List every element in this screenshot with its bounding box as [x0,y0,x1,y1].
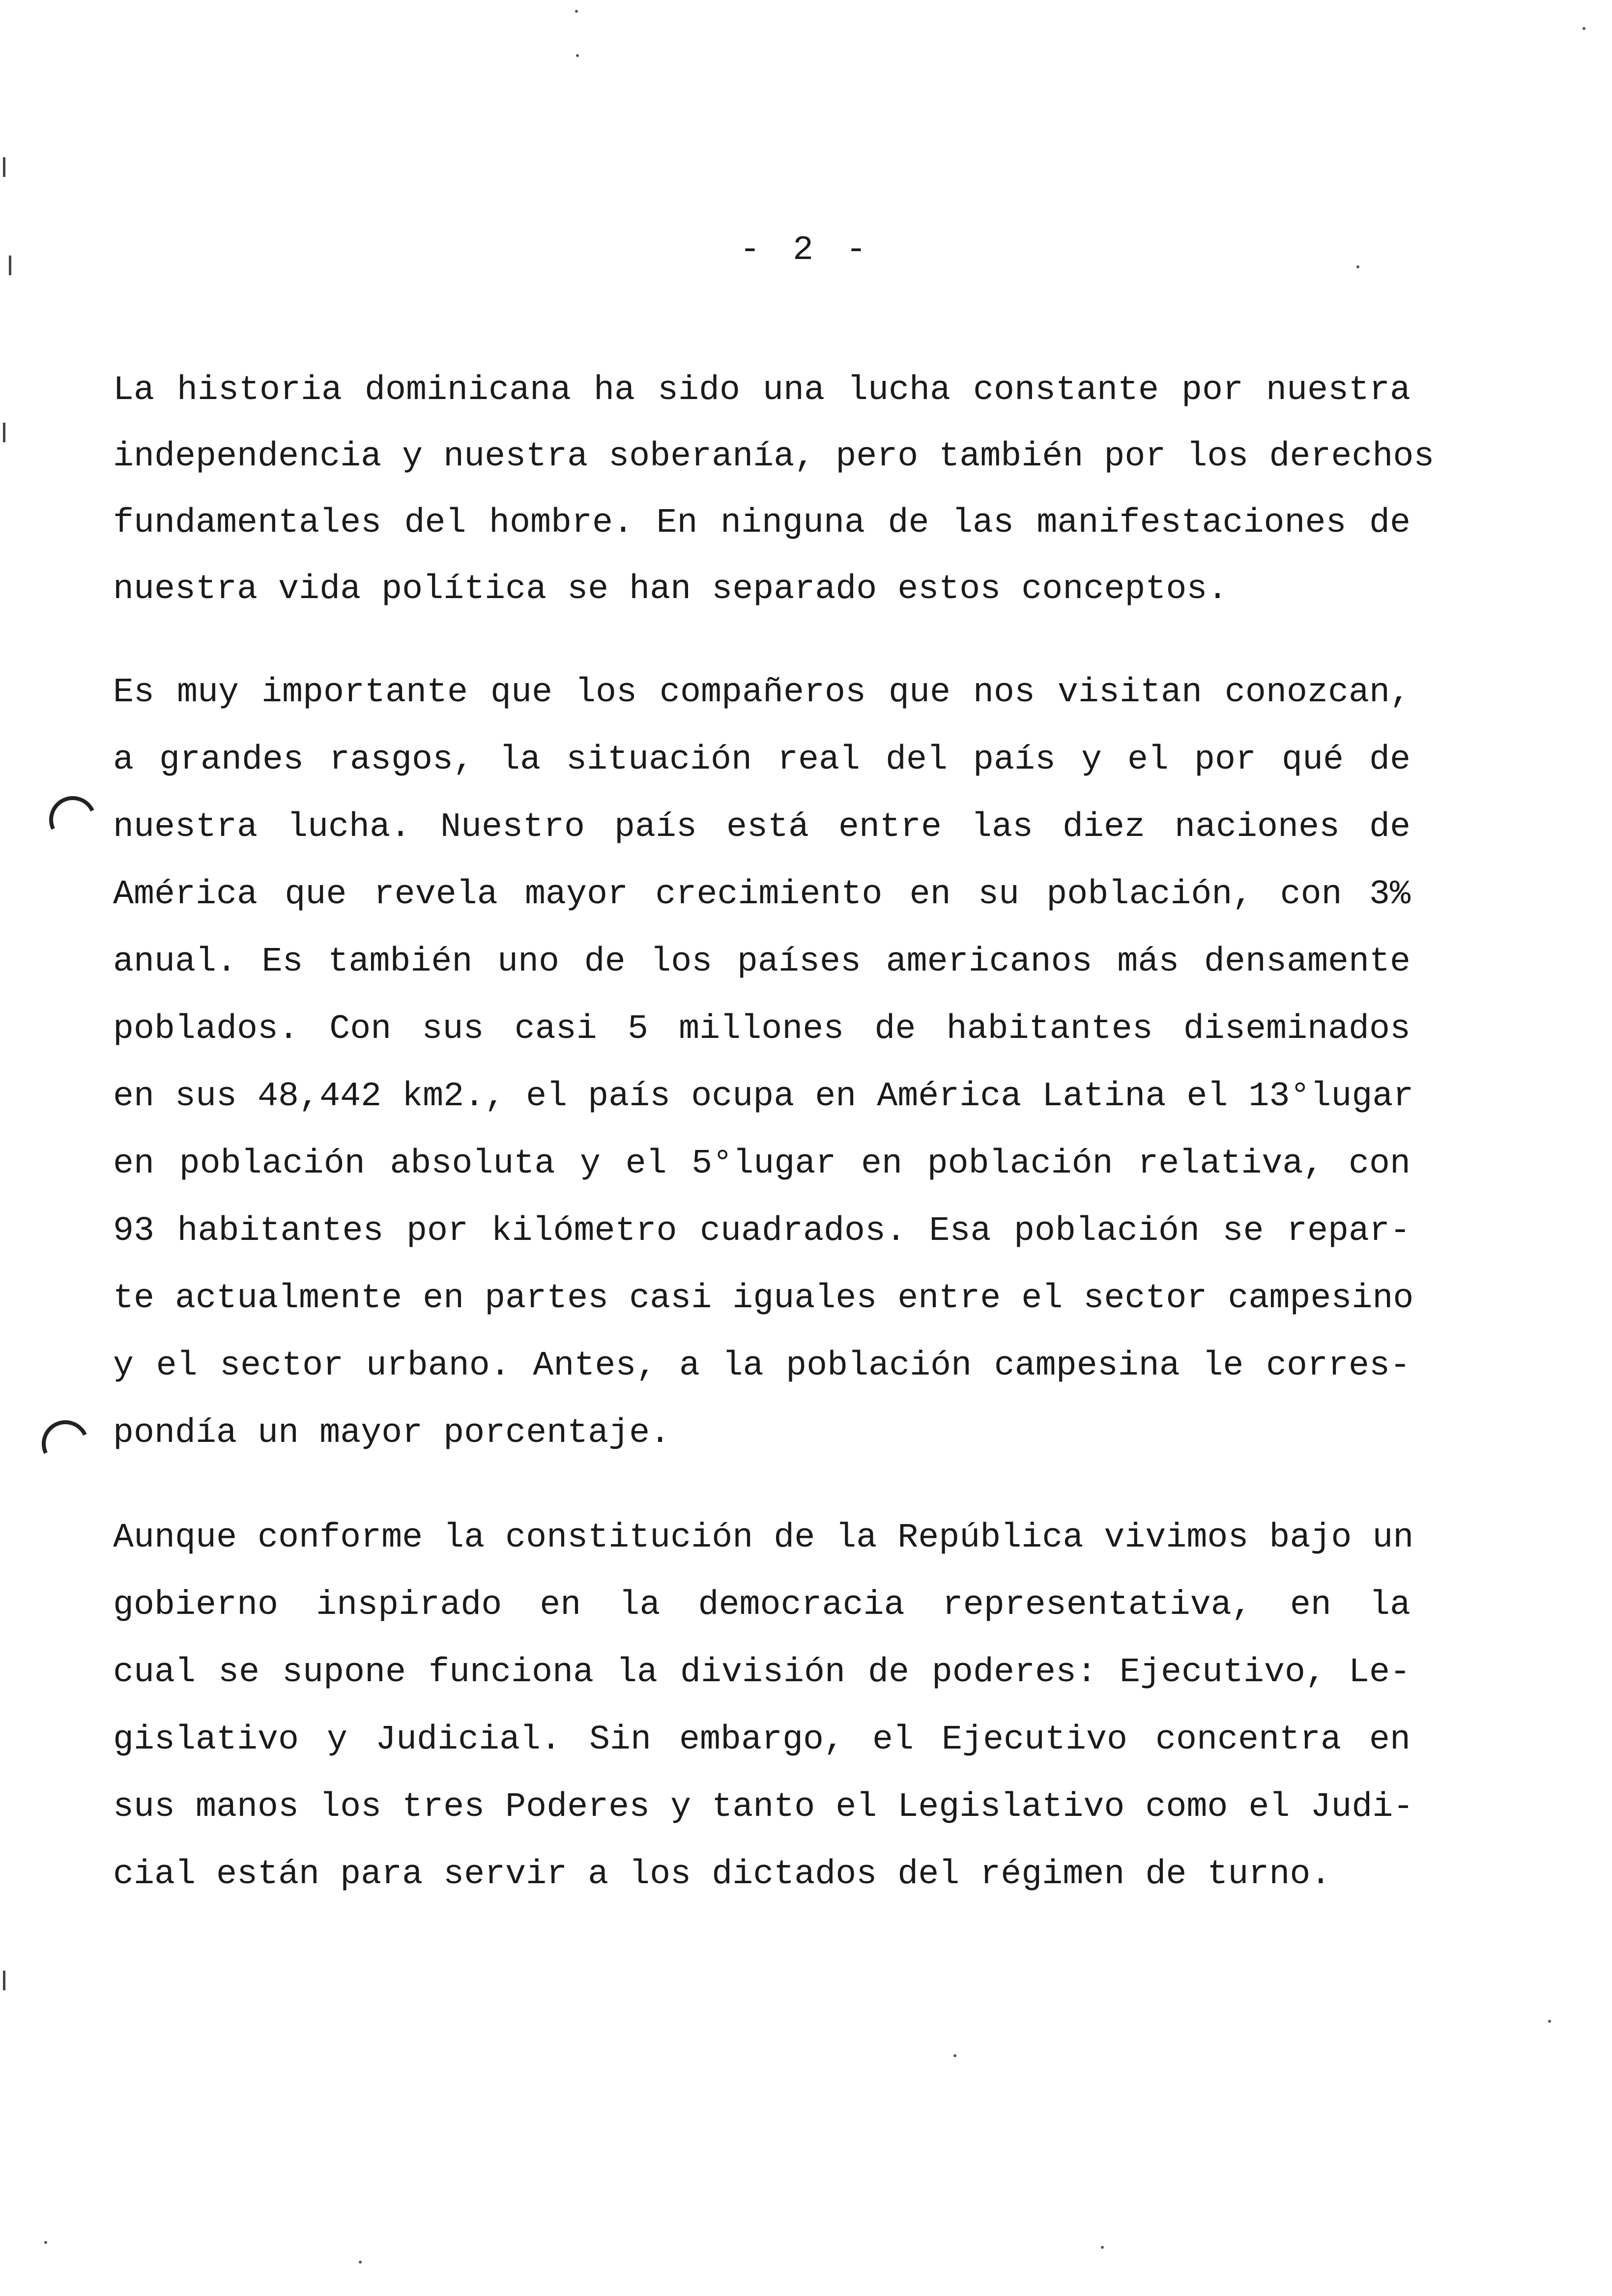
scan-speck [953,2054,956,2057]
scan-speck [576,54,579,57]
paragraph-2-line-10: te actualmente en partes casi iguales entre el sector campesino [113,1279,1414,1318]
scan-speck [1356,265,1359,268]
scan-speck [1583,27,1585,30]
paragraph-1-line-4: nuestra vida política se han separado estos conceptos. [113,570,1228,609]
paragraph-1-line-1: La historia dominicana ha sido una lucha constante por nuestra [113,371,1410,410]
scan-speck [1101,2246,1104,2249]
paragraph-2-line-11: y el sector urbano. Antes, a la población campesina le corres- [113,1347,1410,1385]
paragraph-2-line-8: en población absoluta y el 5°lugar en población relativa, con [113,1145,1410,1183]
edge-mark [9,256,11,275]
paragraph-3-line-6: cial están para servir a los dictados del régimen de turno. [113,1855,1331,1894]
paragraph-2-line-2: a grandes rasgos, la situación real del país y el por qué de [113,741,1410,779]
paragraph-2-line-12: pondía un mayor porcentaje. [113,1414,671,1453]
page-number: - 2 - [739,231,873,270]
paragraph-2-line-3: nuestra lucha. Nuestro país está entre las diez naciones de [113,808,1410,847]
punch-hole-upper [42,789,103,850]
scan-speck [359,2261,362,2264]
edge-mark [3,423,5,442]
paragraph-2-line-5: anual. Es también uno de los países americanos más densamente [113,943,1410,981]
punch-hole-lower [35,1413,95,1474]
paragraph-3-line-3: cual se supone funciona la división de poderes: Ejecutivo, Le- [113,1653,1410,1692]
edge-mark [3,1971,5,1990]
paragraph-2-line-1: Es muy importante que los compañeros que nos visitan conozcan, [113,673,1410,712]
scan-speck [44,2241,47,2244]
paragraph-3-line-1: Aunque conforme la constitución de la República vivimos bajo un [113,1519,1414,1557]
paragraph-1-line-2: independencia y nuestra soberanía, pero también por los derechos [113,437,1435,476]
paragraph-3-line-4: gislativo y Judicial. Sin embargo, el Ejecutivo concentra en [113,1721,1410,1759]
paragraph-2-line-9: 93 habitantes por kilómetro cuadrados. Esa población se repar- [113,1212,1410,1251]
scan-speck [1548,2020,1551,2023]
paragraph-1-line-3: fundamentales del hombre. En ninguna de las manifestaciones de [113,504,1410,543]
edge-mark [3,157,5,177]
paragraph-2-line-7: en sus 48,442 km2., el país ocupa en América Latina el 13°lugar [113,1077,1414,1116]
paragraph-3-line-2: gobierno inspirado en la democracia representativa, en la [113,1586,1410,1625]
paragraph-2-line-6: poblados. Con sus casi 5 millones de habitantes diseminados [113,1010,1410,1049]
scan-speck [575,10,578,13]
paragraph-3-line-5: sus manos los tres Poderes y tanto el Legislativo como el Judi- [113,1788,1414,1827]
paragraph-2-line-4: América que revela mayor crecimiento en su población, con 3% [113,875,1410,914]
